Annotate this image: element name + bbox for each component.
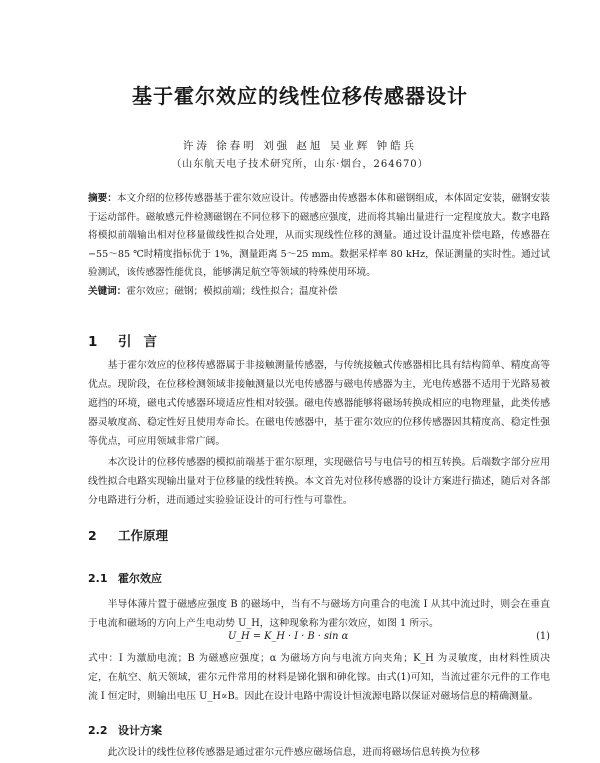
section-title: 引言	[118, 334, 169, 350]
intro-paragraph-1: 基于霍尔效应的位移传感器属于非接触测量传感器，与传统接触式传感器相比具有结构简单、精度高等优点。现阶段，在位移检测领域非接触测量以光电传感器与磁电传感器为主，光电传感器不适用于光路易被遮挡的环境，磁电式传感器环境适应性相对较强。磁电传感器能够将磁场转换成相应的电物理量，此类传感器灵敏度高、稳定性好且使用寿命长。在磁电传感器中，基于霍尔效应的位移传感器因其精度高、稳定性强等优点，可应用领域非常广阔。	[88, 360, 550, 447]
subsection-heading-hall-effect	[88, 570, 162, 586]
equation-number: (1)	[536, 631, 550, 642]
hall-effect-paragraph-1: 半导体薄片置于磁感应强度 B 的磁场中，当有不与磁场方向重合的电流 I 从其中流过时，则会在垂直于电流和磁场的方向上产生电动势 U_H，这种现象称为霍尔效应，如图 1 所示。	[88, 599, 550, 629]
abstract-text: 本文介绍的位移传感器基于霍尔效应设计。传感器由传感器本体和磁钢组成，本体固定安装，磁钢安装于运动部件。磁敏感元件检测磁钢在不同位移下的磁感应强度，进而将其输出量进行一定程度放大。数字电路将模拟前端输出相对位移量做线性拟合处理，从而实现线性位移的测量。通过设计温度补偿电路，传感器在 −55～85 ℃时精度指标优于 1%，测量距离 5～25 mm。数据采样率 80 kHz，保证测量的实时性。通过试验测试，该传感器性能优良，能够满足航空等领域的特殊使用环境。	[88, 193, 551, 279]
abstract-label: 摘要：	[88, 193, 117, 204]
subsection-title: 设计方案	[118, 724, 162, 737]
subsection-title: 霍尔效应	[118, 572, 162, 585]
section-number: 1	[88, 334, 98, 350]
subsection-heading-design-scheme	[88, 722, 162, 738]
author-affiliation: （山东航天电子技术研究所，山东·烟台，264670）	[171, 159, 429, 170]
keywords-text: 霍尔效应；磁钢；模拟前端；线性拟合；温度补偿	[126, 286, 338, 297]
abstract	[88, 190, 550, 283]
section-number: 2	[88, 528, 97, 543]
keywords	[88, 283, 550, 301]
paper-title: 基于霍尔效应的线性位移传感器设计	[132, 84, 468, 108]
keywords-label: 关键词：	[88, 286, 127, 297]
hall-effect-paragraph-2: 式中：I 为激励电流；B 为磁感应强度；α 为磁场方向与电流方向夹角；K_H 为灵敏度，由材料性质决定，在航空、航天领域，霍尔元件常用的材料是锑化铟和砷化镓。由式(1)可知，当流过霍尔元件的工作电流 I 恒定时，则输出电压 U_H∝B。因此在设计电路中需设计恒流源电路以保证对磁场信息的精确测量。	[88, 653, 550, 702]
author-list: 许涛 徐春明 刘强 赵旭 吴业辉 钟皓兵	[182, 140, 418, 152]
subsection-number: 2.2	[88, 724, 108, 737]
intro-paragraph-2: 本次设计的位移传感器的模拟前端基于霍尔原理，实现磁信号与电信号的相互转换。后端数字部分应用线性拟合电路实现输出量对于位移量的线性转换。本文首先对位移传感器的设计方案进行描述，随后对各部分电路进行分析，进而通过实验验证设计的可行性与可靠性。	[88, 457, 550, 506]
subsection-number: 2.1	[88, 572, 108, 585]
equation-expression: U_H = K_H · I · B · sin α	[228, 631, 349, 642]
section-heading-working-principle	[88, 526, 168, 544]
design-scheme-paragraph-1: 此次设计的线性位移传感器是通过霍尔元件感应磁场信息，进而将磁场信息转换为位移	[107, 747, 480, 758]
section-heading-introduction	[88, 330, 169, 350]
section-title: 工作原理	[118, 528, 169, 543]
